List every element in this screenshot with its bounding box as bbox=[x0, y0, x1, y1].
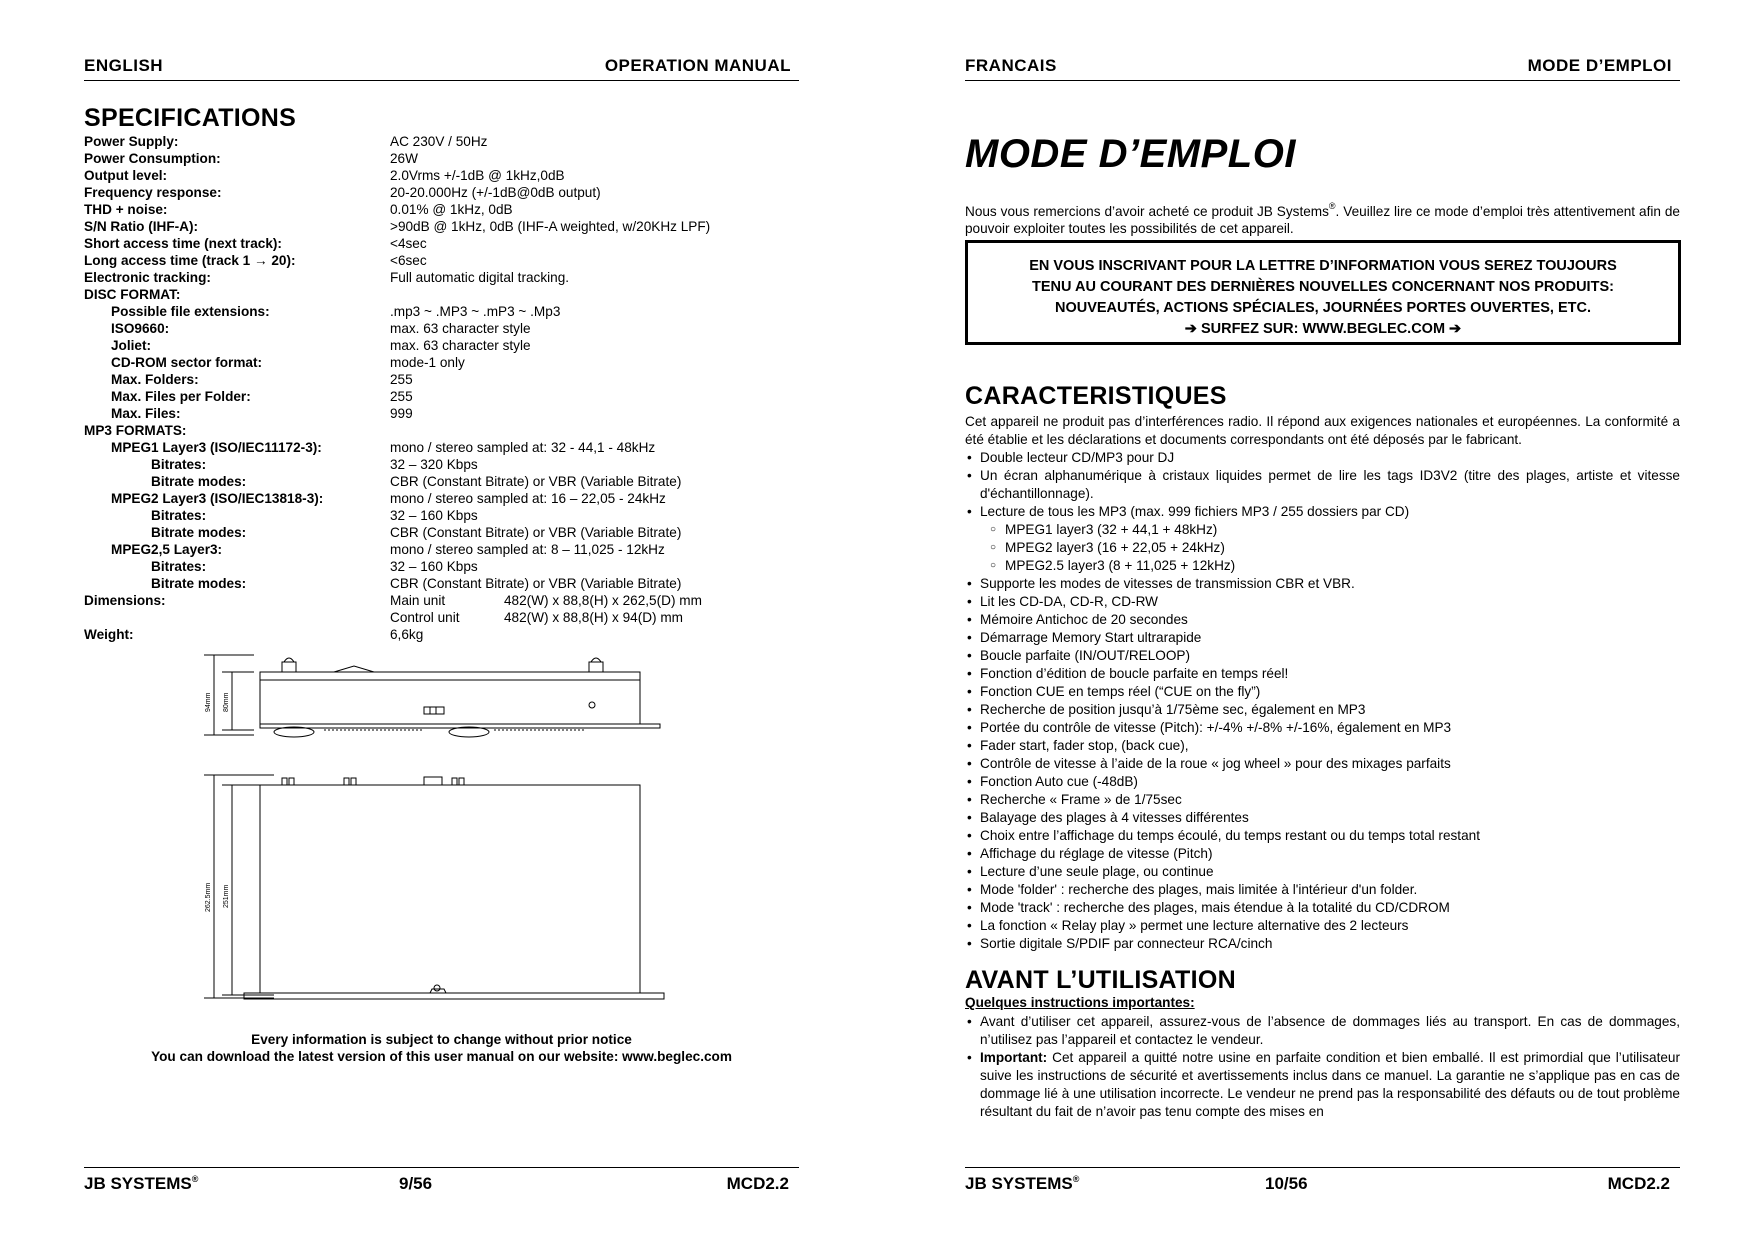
feature-item: • Fader start, fader stop, (back cue), bbox=[965, 737, 1680, 755]
weight-value: 6,6kg bbox=[390, 627, 424, 642]
spec-row bbox=[84, 507, 799, 524]
spec-row bbox=[84, 269, 799, 286]
features-intro: Cet appareil ne produit pas d’interférences radio. Il répond aux exigences nationales et européennes. La conformité a été établie et les déclarations et documents correspondants ont été déposés par le fabricant. bbox=[965, 414, 1680, 447]
spec-label: ISO9660: bbox=[111, 321, 170, 336]
spec-row bbox=[84, 473, 799, 490]
main-unit-value: 482(W) x 88,8(H) x 262,5(D) mm bbox=[504, 593, 702, 608]
newsletter-box bbox=[965, 240, 1681, 345]
height-80mm-label: 80mm bbox=[223, 692, 230, 712]
spec-label: Bitrates: bbox=[151, 508, 207, 523]
feature-item: • Supporte les modes de vitesses de transmission CBR et VBR. bbox=[965, 575, 1680, 593]
spec-value: 999 bbox=[390, 406, 413, 421]
spec-label: S/N Ratio (IHF-A): bbox=[84, 219, 199, 234]
footer-model: MCD2.2 bbox=[726, 1174, 789, 1193]
feature-item: • La fonction « Relay play » permet une lecture alternative des 2 lecteurs bbox=[965, 917, 1680, 935]
page-header bbox=[84, 54, 799, 81]
spec-row bbox=[84, 235, 799, 252]
spec-row bbox=[84, 167, 799, 184]
important-label: Important: bbox=[980, 1050, 1048, 1065]
feature-item: • Recherche « Frame » de 1/75sec bbox=[965, 791, 1680, 809]
features-heading: CARACTERISTIQUES bbox=[965, 382, 1227, 410]
header-language: ENGLISH bbox=[84, 56, 164, 75]
control-unit-label: Control unit bbox=[390, 610, 460, 625]
feature-item: • Contrôle de vitesse à l’aide de la roue « jog wheel » pour des mixages parfaits bbox=[965, 755, 1680, 773]
footer-registered-mark: ® bbox=[191, 1174, 199, 1184]
feature-item: • Mémoire Antichoc de 20 secondes bbox=[965, 611, 1680, 629]
spec-label: Joliet: bbox=[111, 338, 152, 353]
feature-item: • Lecture de tous les MP3 (max. 999 fichiers MP3 / 255 dossiers par CD) bbox=[965, 503, 1680, 521]
spec-row bbox=[84, 252, 799, 269]
spec-label: Power Supply: bbox=[84, 134, 179, 149]
header-manual-title: OPERATION MANUAL bbox=[604, 56, 791, 75]
footer-brand: JB SYSTEMS bbox=[84, 1174, 192, 1193]
spec-label: DISC FORMAT: bbox=[84, 287, 181, 302]
intro-paragraph bbox=[965, 198, 1680, 237]
feature-item: • Mode 'folder' : recherche des plages, mais limitée à l'intérieur d'un folder. bbox=[965, 881, 1680, 899]
feature-subitem: ○ MPEG2.5 layer3 (8 + 11,025 + 12kHz) bbox=[965, 557, 1680, 575]
header-language: FRANCAIS bbox=[965, 56, 1057, 75]
newsletter-line-3: NOUVEAUTÉS, ACTIONS SPÉCIALES, JOURNÉES PORTES OUVERTES, ETC. bbox=[1054, 300, 1592, 316]
instructions-list bbox=[965, 1013, 1680, 1121]
technical-drawing bbox=[194, 650, 764, 1010]
intro-text-a: Nous vous remercions d’avoir acheté ce produit JB Systems bbox=[965, 204, 1329, 219]
spec-value: max. 63 character style bbox=[390, 321, 531, 336]
spec-value: <4sec bbox=[390, 236, 427, 251]
spec-label: Frequency response: bbox=[84, 185, 222, 200]
top-view-drawing bbox=[204, 775, 664, 999]
spec-row bbox=[84, 354, 799, 371]
spec-value: Full automatic digital tracking. bbox=[390, 270, 570, 285]
before-use-heading: AVANT L’UTILISATION bbox=[965, 966, 1236, 994]
notice-line-2: You can download the latest version of this user manual on our website: www.beglec.com bbox=[151, 1049, 732, 1064]
footer-brand: JB SYSTEMS bbox=[965, 1174, 1073, 1193]
spec-row bbox=[84, 456, 799, 473]
feature-item: • Fonction d’édition de boucle parfaite en temps réel! bbox=[965, 665, 1680, 683]
spec-value: 0.01% @ 1kHz, 0dB bbox=[390, 202, 513, 217]
feature-item: • Fonction CUE en temps réel (“CUE on the fly”) bbox=[965, 683, 1680, 701]
spec-label: Bitrate modes: bbox=[151, 525, 247, 540]
spec-value: 32 – 320 Kbps bbox=[390, 457, 478, 472]
footer-registered-mark: ® bbox=[1072, 1174, 1080, 1184]
spec-label: MPEG2,5 Layer3: bbox=[111, 542, 223, 557]
spec-row bbox=[84, 303, 799, 320]
feature-item: • Portée du contrôle de vitesse (Pitch): +/-4% +/-8% +/-16%, également en MP3 bbox=[965, 719, 1680, 737]
height-94mm-label: 94mm bbox=[205, 692, 212, 712]
website-link[interactable]: ➔ SURFEZ SUR: WWW.BEGLEC.COM ➔ bbox=[1184, 321, 1462, 337]
spec-row bbox=[84, 575, 799, 592]
spec-value: >90dB @ 1kHz, 0dB (IHF-A weighted, w/20KHz LPF) bbox=[390, 219, 711, 234]
spec-row bbox=[84, 405, 799, 422]
spec-label: Output level: bbox=[84, 168, 168, 183]
feature-subitem: ○ MPEG2 layer3 (16 + 22,05 + 24kHz) bbox=[965, 539, 1680, 557]
specifications-heading: SPECIFICATIONS bbox=[84, 104, 297, 132]
spec-row bbox=[84, 439, 799, 456]
spec-label: Bitrates: bbox=[151, 457, 207, 472]
spec-label: MP3 FORMATS: bbox=[84, 423, 187, 438]
spec-label: Max. Folders: bbox=[111, 372, 199, 387]
page-footer bbox=[965, 1167, 1680, 1198]
feature-item: • Sortie digitale S/PDIF par connecteur RCA/cinch bbox=[965, 935, 1680, 953]
feature-item: • Choix entre l’affichage du temps écoulé, du temps restant ou du temps total restant bbox=[965, 827, 1680, 845]
spec-row bbox=[84, 541, 799, 558]
instruction-item bbox=[965, 1049, 1680, 1121]
left-page bbox=[84, 0, 799, 1240]
main-unit-label: Main unit bbox=[390, 593, 446, 608]
feature-item: • Balayage des plages à 4 vitesses différentes bbox=[965, 809, 1680, 827]
feature-item: • Lit les CD-DA, CD-R, CD-RW bbox=[965, 593, 1680, 611]
footer-model: MCD2.2 bbox=[1607, 1174, 1670, 1193]
spec-value: CBR (Constant Bitrate) or VBR (Variable Bitrate) bbox=[390, 474, 682, 489]
spec-value: mode-1 only bbox=[390, 355, 465, 370]
change-notice bbox=[84, 1031, 799, 1065]
spec-value: mono / stereo sampled at: 8 – 11,025 - 12kHz bbox=[390, 542, 665, 557]
spec-value: <6sec bbox=[390, 253, 427, 268]
spec-row bbox=[84, 558, 799, 575]
spec-label: THD + noise: bbox=[84, 202, 168, 217]
spec-row bbox=[84, 286, 799, 303]
spec-label: Max. Files per Folder: bbox=[111, 389, 251, 404]
spec-label: Electronic tracking: bbox=[84, 270, 211, 285]
newsletter-line-1: EN VOUS INSCRIVANT POUR LA LETTRE D’INFORMATION VOUS SEREZ TOUJOURS bbox=[1029, 258, 1617, 274]
spec-row bbox=[84, 133, 799, 150]
feature-item: • Boucle parfaite (IN/OUT/RELOOP) bbox=[965, 647, 1680, 665]
right-page bbox=[965, 0, 1680, 1240]
spec-row bbox=[84, 524, 799, 541]
page-title: MODE D’EMPLOI bbox=[965, 132, 1296, 176]
spec-label: MPEG2 Layer3 (ISO/IEC13818-3): bbox=[111, 491, 324, 506]
spec-label: Short access time (next track): bbox=[84, 236, 282, 251]
intro-text-b: . Veuillez lire ce mode d’emploi très attentivement afin de pouvoir exploiter toutes les possibilités de cet appareil. bbox=[965, 204, 1680, 236]
spec-label: Bitrate modes: bbox=[151, 474, 247, 489]
spec-value: mono / stereo sampled at: 16 – 22,05 - 24kHz bbox=[390, 491, 666, 506]
depth-262mm-label: 262.5mm bbox=[205, 882, 212, 912]
spec-label: CD-ROM sector format: bbox=[111, 355, 263, 370]
spec-value: 32 – 160 Kbps bbox=[390, 559, 478, 574]
page-header bbox=[965, 54, 1680, 81]
features-list bbox=[965, 449, 1680, 953]
feature-item: • Démarrage Memory Start ultrarapide bbox=[965, 629, 1680, 647]
spec-label: Max. Files: bbox=[111, 406, 181, 421]
important-text: Cet appareil a quitté notre usine en parfaite condition et bien emballé. Il est primordial que l’utilisateur suive les instructions de sécurité et avertissements inclus dans ce manuel. La garantie ne s’applique pas en cas de dommage lié à une utilisation incorrecte. Le vendeur ne prend pas la responsabilité des défauts ou de tout problème résultant du fait de n’avoir pas tenu compte des mises en bbox=[980, 1050, 1680, 1119]
spec-row bbox=[84, 201, 799, 218]
spec-label: Possible file extensions: bbox=[111, 304, 270, 319]
spec-value: 20-20.000Hz (+/-1dB@0dB output) bbox=[390, 185, 601, 200]
dimensions-block bbox=[84, 592, 799, 643]
important-instructions-subheading: Quelques instructions importantes: bbox=[965, 995, 1195, 1010]
spec-row bbox=[84, 371, 799, 388]
spec-label: Power Consumption: bbox=[84, 151, 221, 166]
spec-row bbox=[84, 218, 799, 235]
spec-row bbox=[84, 422, 799, 439]
feature-item: • Un écran alphanumérique à cristaux liquides permet de lire les tags ID3V2 (titre des plages, artiste et vitesse d'échantillonnage). bbox=[965, 467, 1680, 503]
spec-row bbox=[84, 184, 799, 201]
feature-item: • Affichage du réglage de vitesse (Pitch) bbox=[965, 845, 1680, 863]
spec-value: 26W bbox=[390, 151, 418, 166]
side-view-drawing bbox=[204, 655, 660, 737]
intro-registered-mark: ® bbox=[1328, 201, 1336, 211]
header-manual-title: MODE D’EMPLOI bbox=[1527, 56, 1672, 75]
footer-page-number: 9/56 bbox=[399, 1174, 433, 1193]
spec-value: 2.0Vrms +/-1dB @ 1kHz,0dB bbox=[390, 168, 565, 183]
spec-label: MPEG1 Layer3 (ISO/IEC11172-3): bbox=[111, 440, 322, 455]
feature-item: • Lecture d’une seule plage, ou continue bbox=[965, 863, 1680, 881]
dimensions-label: Dimensions: bbox=[84, 593, 166, 608]
spec-label: Long access time (track 1 → 20): bbox=[84, 253, 296, 268]
spec-value: 255 bbox=[390, 389, 413, 404]
spec-value: 32 – 160 Kbps bbox=[390, 508, 478, 523]
feature-item: • Recherche de position jusqu’à 1/75ème sec, également en MP3 bbox=[965, 701, 1680, 719]
spec-value: CBR (Constant Bitrate) or VBR (Variable Bitrate) bbox=[390, 576, 682, 591]
spec-value: 255 bbox=[390, 372, 413, 387]
instruction-item: • Avant d’utiliser cet appareil, assurez-vous de l’absence de dommages liés au transport. En cas de dommages, n’utilisez pas l’appareil et contactez le vendeur. bbox=[965, 1013, 1680, 1049]
spec-label: Bitrate modes: bbox=[151, 576, 247, 591]
spec-value: max. 63 character style bbox=[390, 338, 531, 353]
feature-subitem: ○ MPEG1 layer3 (32 + 44,1 + 48kHz) bbox=[965, 521, 1680, 539]
feature-item: • Double lecteur CD/MP3 pour DJ bbox=[965, 449, 1680, 467]
control-unit-value: 482(W) x 88,8(H) x 94(D) mm bbox=[504, 610, 684, 625]
spec-row bbox=[84, 320, 799, 337]
feature-item: • Fonction Auto cue (-48dB) bbox=[965, 773, 1680, 791]
page-footer bbox=[84, 1167, 799, 1198]
spec-value: CBR (Constant Bitrate) or VBR (Variable Bitrate) bbox=[390, 525, 682, 540]
newsletter-line-2: TENU AU COURANT DES DERNIÈRES NOUVELLES CONCERNANT NOS PRODUITS: bbox=[1032, 279, 1614, 295]
footer-page-number: 10/56 bbox=[1265, 1174, 1308, 1193]
depth-251mm-label: 251mm bbox=[223, 884, 230, 908]
spec-row bbox=[84, 490, 799, 507]
weight-label: Weight: bbox=[84, 627, 134, 642]
spec-row bbox=[84, 150, 799, 167]
spec-label: Bitrates: bbox=[151, 559, 207, 574]
spec-value: AC 230V / 50Hz bbox=[390, 134, 488, 149]
spec-value: mono / stereo sampled at: 32 - 44,1 - 48kHz bbox=[390, 440, 656, 455]
feature-item: • Mode 'track' : recherche des plages, mais étendue à la totalité du CD/CDROM bbox=[965, 899, 1680, 917]
spec-row bbox=[84, 388, 799, 405]
spec-value: .mp3 ~ .MP3 ~ .mP3 ~ .Mp3 bbox=[390, 304, 561, 319]
spec-row bbox=[84, 337, 799, 354]
notice-line-1: Every information is subject to change without prior notice bbox=[251, 1032, 632, 1047]
specifications-table bbox=[84, 133, 799, 592]
